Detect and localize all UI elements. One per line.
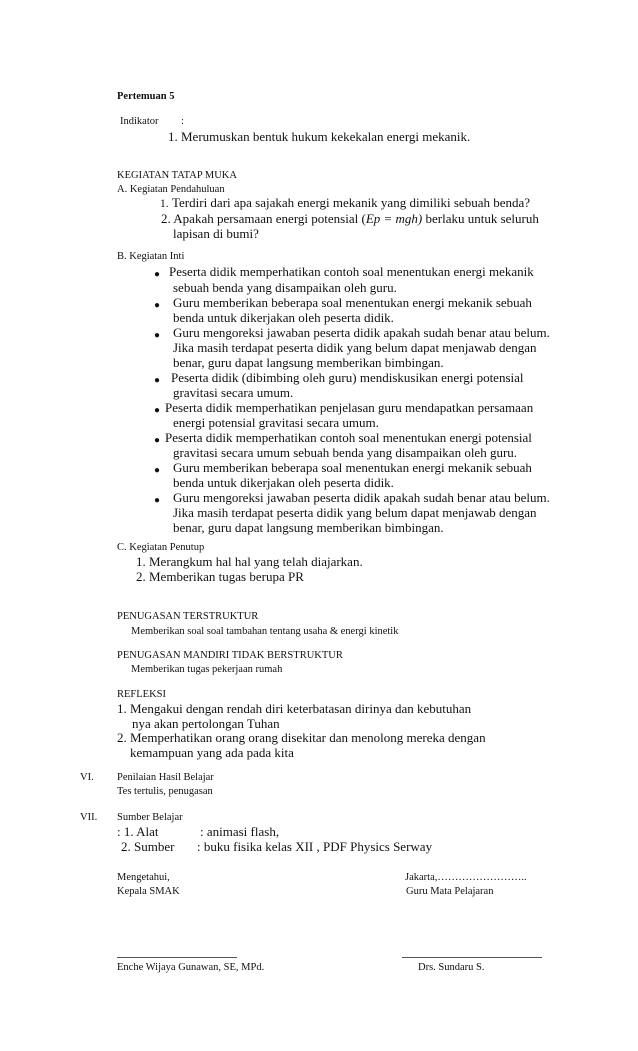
refleksi-title: REFLEKSI xyxy=(117,689,167,700)
refleksi-line: kemampuan yang ada pada kita xyxy=(130,745,294,760)
kegiatan-a-q2 xyxy=(161,212,539,227)
bullet-icon: ● xyxy=(154,495,161,506)
sumber-value: : buku fisika kelas XII , PDF Physics Serway xyxy=(197,839,433,854)
section-7-title: Sumber Belajar xyxy=(117,812,183,823)
signature-line-left xyxy=(117,957,237,958)
kegiatan-b-line: Peserta didik (dibimbing oleh guru) mendiskusikan energi potensial xyxy=(171,370,524,385)
kegiatan-b-line: gravitasi secara umum. xyxy=(173,385,294,400)
alat-value: : animasi flash, xyxy=(200,824,280,839)
signature-right-line1: Jakarta,…………………….. xyxy=(405,872,527,883)
penugasan-terstruktur-text: Memberikan soal soal tambahan tentang usaha & energi kinetik xyxy=(131,626,399,637)
kegiatan-b-line: benda untuk dikerjakan oleh peserta didik. xyxy=(173,475,394,490)
kegiatan-b-title: B. Kegiatan Inti xyxy=(117,251,185,262)
penugasan-mandiri-text: Memberikan tugas pekerjaan rumah xyxy=(131,664,283,675)
section-6-number: VI. xyxy=(80,772,94,783)
kegiatan-c-item-2: 2. Memberikan tugas berupa PR xyxy=(136,569,304,584)
signature-right-name: Drs. Sundaru S. xyxy=(418,962,485,973)
kegiatan-b-line: benar, guru dapat langsung memberikan bimbingan. xyxy=(173,520,444,535)
kegiatan-b-line: benar, guru dapat langsung memberikan bimbingan. xyxy=(173,355,444,370)
page-heading: Pertemuan 5 xyxy=(117,91,175,102)
sumber-label: 2. Sumber xyxy=(121,839,175,854)
kegiatan-c-item-1: 1. Merangkum hal hal yang telah diajarkan. xyxy=(136,554,363,569)
section-7-number: VII. xyxy=(80,812,98,823)
section-6-title: Penilaian Hasil Belajar xyxy=(117,772,214,783)
bullet-icon: ● xyxy=(154,435,161,446)
kegiatan-b-line: Guru mengoreksi jawaban peserta didik apakah sudah benar atau belum. xyxy=(173,325,550,340)
refleksi-line: 1. Mengakui dengan rendah diri keterbatasan dirinya dan kebutuhan xyxy=(117,701,472,716)
kegiatan-a-q2-prefix: 2. Apakah persamaan energi potensial ( xyxy=(161,211,366,226)
kegiatan-b-line: gravitasi secara umum sebuah benda yang disampaikan oleh guru. xyxy=(173,445,518,460)
kegiatan-a-q2-suffix: berlaku untuk seluruh xyxy=(422,211,539,226)
kegiatan-b-line: Peserta didik memperhatikan contoh soal menentukan energi potensial xyxy=(165,430,532,445)
kegiatan-a-title: A. Kegiatan Pendahuluan xyxy=(117,184,225,195)
bullet-icon: ● xyxy=(154,375,161,386)
bullet-icon: ● xyxy=(154,330,161,341)
kegiatan-b-line: Jika masih terdapat peserta didik yang belum dapat menjawab dengan xyxy=(173,505,537,520)
alat-label: : 1. Alat xyxy=(117,824,159,839)
signature-left-line1: Mengetahui, xyxy=(117,872,170,883)
kegiatan-b-line: benda untuk dikerjakan oleh peserta didik. xyxy=(173,310,394,325)
kegiatan-b-line: Jika masih terdapat peserta didik yang belum dapat menjawab dengan xyxy=(173,340,537,355)
indicator-colon: : xyxy=(181,116,184,127)
penugasan-mandiri-title: PENUGASAN MANDIRI TIDAK BERSTRUKTUR xyxy=(117,650,343,661)
indicator-item-1: 1. Merumuskan bentuk hukum kekekalan energi mekanik. xyxy=(168,129,471,144)
kegiatan-b-line: Peserta didik memperhatikan contoh soal menentukan energi mekanik xyxy=(169,264,534,279)
refleksi-line: 2. Memperhatikan orang orang disekitar dan menolong mereka dengan xyxy=(117,730,486,745)
refleksi-line: nya akan pertolongan Tuhan xyxy=(132,716,280,731)
kegiatan-a-q2-formula: Ep = mgh) xyxy=(365,211,423,226)
kegiatan-b-line: sebuah benda yang disampaikan oleh guru. xyxy=(173,280,397,295)
penugasan-terstruktur-title: PENUGASAN TERSTRUKTUR xyxy=(117,611,259,622)
signature-left-name: Enche Wijaya Gunawan, SE, MPd. xyxy=(117,962,265,973)
signature-left-line2: Kepala SMAK xyxy=(117,886,180,897)
kegiatan-b-line: energi potensial gravitasi secara umum. xyxy=(173,415,379,430)
signature-line-right xyxy=(402,957,542,958)
kegiatan-c-title: C. Kegiatan Penutup xyxy=(117,542,205,553)
section-6-text: Tes tertulis, penugasan xyxy=(117,786,213,797)
bullet-icon: ● xyxy=(154,405,161,416)
kegiatan-b-line: Guru memberikan beberapa soal menentukan energi mekanik sebuah xyxy=(173,295,532,310)
kegiatan-a-q1-number: 1. xyxy=(160,198,169,210)
kegiatan-b-line: Guru memberikan beberapa soal menentukan energi mekanik sebuah xyxy=(173,460,532,475)
kegiatan-b-line: Guru mengoreksi jawaban peserta didik apakah sudah benar atau belum. xyxy=(173,490,550,505)
bullet-icon: ● xyxy=(154,300,161,311)
kegiatan-a-q1: Terdiri dari apa sajakah energi mekanik yang dimiliki sebuah benda? xyxy=(172,195,531,210)
kegiatan-a-q2-line2: lapisan di bumi? xyxy=(173,226,259,241)
signature-right-line2: Guru Mata Pelajaran xyxy=(406,886,494,897)
bullet-icon: ● xyxy=(154,269,161,280)
indicator-label: Indikator xyxy=(120,116,159,127)
kegiatan-b-line: Peserta didik memperhatikan penjelasan guru mendapatkan persamaan xyxy=(165,400,534,415)
kegiatan-title: KEGIATAN TATAP MUKA xyxy=(117,170,237,181)
bullet-icon: ● xyxy=(154,465,161,476)
